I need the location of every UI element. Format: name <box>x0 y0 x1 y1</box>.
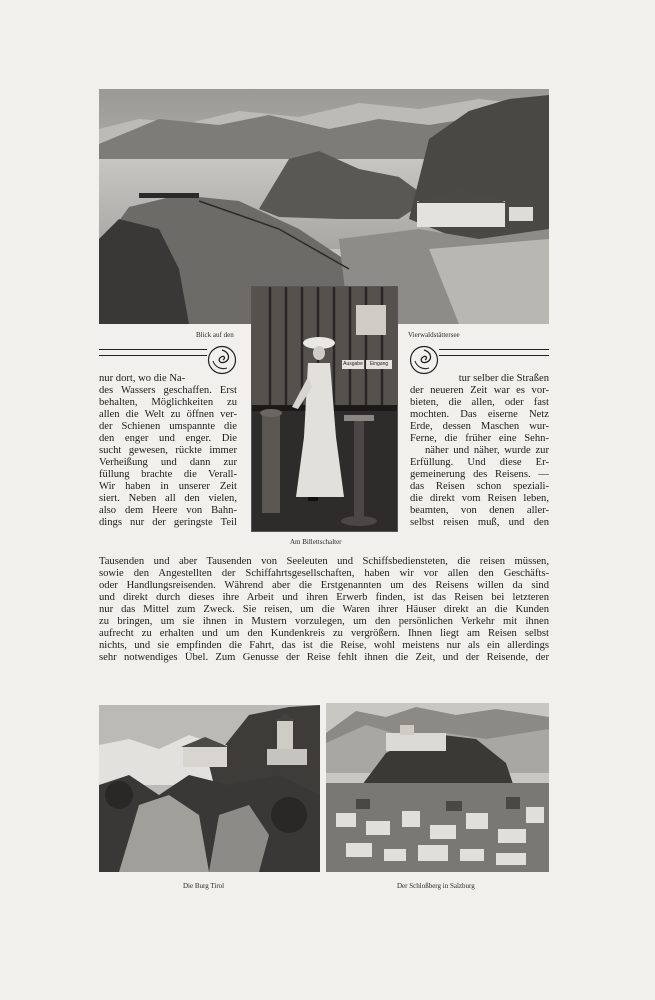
body-line: oder Handlungsreisenden. Während aber die Erstgenannten um des Reisens willen da sind <box>99 580 549 591</box>
salzburg-photo <box>326 703 549 872</box>
right-line: Erde, dessen Maschen wur- <box>410 421 549 432</box>
middle-caption: Am Billettschalter <box>290 538 342 546</box>
bottom-left-caption: Die Burg Tirol <box>183 882 225 890</box>
left-line: also dem Heere von Bahn- <box>99 505 237 516</box>
body-line: aufrecht zu erhalten und um den Kundenkreis zu vergrößern. Ihnen liegt am Reisen selbst <box>99 628 549 639</box>
left-line: dings nur der geringste Teil <box>99 517 237 528</box>
right-line: Ferne, die früher eine Sehn- <box>410 433 549 444</box>
right-line: bieten, die allen, oder fast <box>410 397 549 408</box>
body-line: sehr notwendiges Übel. Zum Genusse der Reise fehlt ihnen die Zeit, und der Reisende, der <box>99 652 549 663</box>
right-line: die direkt vom Reisen leben, <box>410 493 549 504</box>
right-line: Erfüllung. Und diese Er- <box>410 457 549 468</box>
bottom-right-caption: Der Schloßberg in Salzburg <box>397 882 475 890</box>
body-line: und direkt durch dieses ihre Arbeit und ihren Erwerb finden, ist das Reisen bei letzteren <box>99 592 549 603</box>
right-line: der neueren Zeit war es vor- <box>410 385 549 396</box>
body-line: nur das Mittel zum Zweck. Sie reisen, um die Waren ihrer Häuser direkt an die Kunden <box>99 604 549 615</box>
left-line: der Schienen umspannte die <box>99 421 237 432</box>
left-line: füllung brachte die Verall- <box>99 469 237 480</box>
right-line: das Reisen schon speziali- <box>410 481 549 492</box>
top-right-caption: Vierwaldstättersee <box>408 331 460 339</box>
left-line: siert. Neben all den vielen, <box>99 493 237 504</box>
right-line: beamten, von denen aller- <box>410 505 549 516</box>
body-line: sowie den Angestellten der Schiffahrtsgesellschaften, haben wir vor allen den Geschäfts- <box>99 568 549 579</box>
left-line: nur dort, wo die Na- <box>99 373 186 384</box>
body-line: Tausenden und aber Tausenden von Seeleuten und Schiffsbediensteten, die reisen müssen, <box>99 556 549 567</box>
right-line: selbst reisen muß, und den <box>410 517 549 528</box>
left-line: Wir haben in unserer Zeit <box>99 481 237 492</box>
left-line: des Wassers geschaffen. Erst <box>99 385 237 396</box>
right-decorative-rule <box>439 349 549 356</box>
right-line: näher und näher, wurde zur <box>425 445 549 456</box>
left-ornament-icon <box>207 345 237 375</box>
left-line: den enger und enger. Die <box>99 433 237 444</box>
body-line: nichts, und sie empfinden die Fahrt, das ist die Reise, wohl meistens nur als ein allerdings <box>99 640 549 651</box>
left-line: allen die Welt zu öffnen ver- <box>99 409 237 420</box>
right-line: tur selber die Straßen <box>458 373 549 384</box>
ticket-sign-right: Eingang <box>366 360 392 369</box>
left-line: Verheißung und dann zur <box>99 457 237 468</box>
right-line: mochten. Das eiserne Netz <box>410 409 549 420</box>
right-ornament-icon <box>409 345 439 375</box>
right-line: gemeinerung des Reisens. — <box>410 469 549 480</box>
burg-tirol-photo <box>99 705 320 872</box>
left-line: sucht gewesen, rückte immer <box>99 445 237 456</box>
left-line: behalten, Möglichkeiten zu <box>99 397 237 408</box>
ticket-sign-left: Ausgabe <box>343 361 363 367</box>
ticket-counter-photo <box>251 286 398 532</box>
top-left-caption: Blick auf den <box>196 331 234 339</box>
body-line: zu bringen, um sie ihnen in Mustern vorzulegen, um den persönlichen Verkehr mit ihnen <box>99 616 549 627</box>
left-decorative-rule <box>99 349 207 356</box>
